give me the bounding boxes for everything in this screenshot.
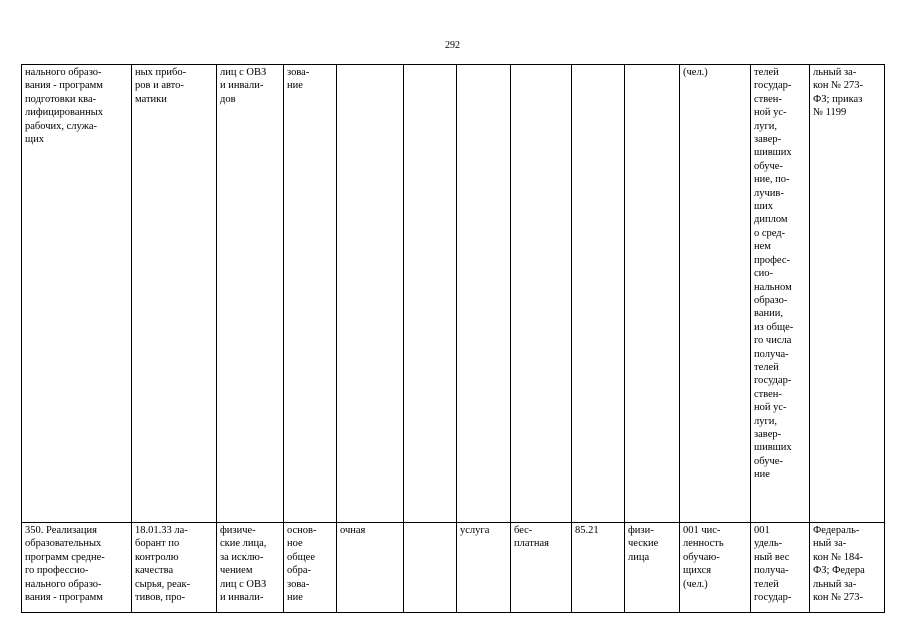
- table-cell-education-level: зова- ние: [284, 65, 337, 523]
- table-cell-recipients: физи- ческие лица: [625, 523, 680, 613]
- table-cell-code: 85.21: [572, 523, 625, 613]
- table-row: [22, 65, 885, 523]
- table-cell-volume-indicator: (чел.): [680, 65, 751, 523]
- table-cell-form: очная: [337, 523, 404, 613]
- table-cell-quality-indicator: телей государ- ствен- ной ус- луги, завер- шивших обуче- ние, по- лучив- ших диплом о сред- нем профес- сио- нальном образо- вании, из обще- го числа получа- телей государ- ствен- ной ус- луги, завер- шивших обуче- ние: [751, 65, 810, 523]
- table-cell-legal-basis: Федераль- ный за- кон № 184- ФЗ; Федера льный за- кон № 273-: [810, 523, 885, 613]
- table-cell-category: физиче- ские лица, за исклю- чением лиц с ОВЗ и инвали-: [217, 523, 284, 613]
- table-cell-volume-indicator: 001 чис- ленность обучаю- щихся (чел.): [680, 523, 751, 613]
- table-cell-type: услуга: [457, 523, 511, 613]
- table-cell-empty: [404, 65, 457, 523]
- page-number: 292: [445, 40, 460, 51]
- table-cell-recipients: [625, 65, 680, 523]
- table-cell-category: лиц с ОВЗ и инвали- дов: [217, 65, 284, 523]
- services-table: [21, 64, 885, 613]
- table-cell-legal-basis: льный за- кон № 273- ФЗ; приказ № 1199: [810, 65, 885, 523]
- table-cell-payment: [511, 65, 572, 523]
- table-cell-program: нального образо- вания - программ подготовки ква- лифицированных рабочих, служа- щих: [22, 65, 132, 523]
- table-cell-code: [572, 65, 625, 523]
- table-row: [22, 523, 885, 613]
- table-cell-type: [457, 65, 511, 523]
- table-cell-payment: бес- платная: [511, 523, 572, 613]
- table-cell-education-level: основ- ное общее обра- зова- ние: [284, 523, 337, 613]
- table-cell-form: [337, 65, 404, 523]
- table-cell-quality-indicator: 001 удель- ный вес получа- телей государ-: [751, 523, 810, 613]
- table-cell-program: 350. Реализация образовательных программ средне- го профессио- нального образо- вания - программ: [22, 523, 132, 613]
- table-cell-specialty: 18.01.33 ла- борант по контролю качества сырья, реак- тивов, про-: [132, 523, 217, 613]
- table-cell-empty: [404, 523, 457, 613]
- table-cell-specialty: ных прибо- ров и авто- матики: [132, 65, 217, 523]
